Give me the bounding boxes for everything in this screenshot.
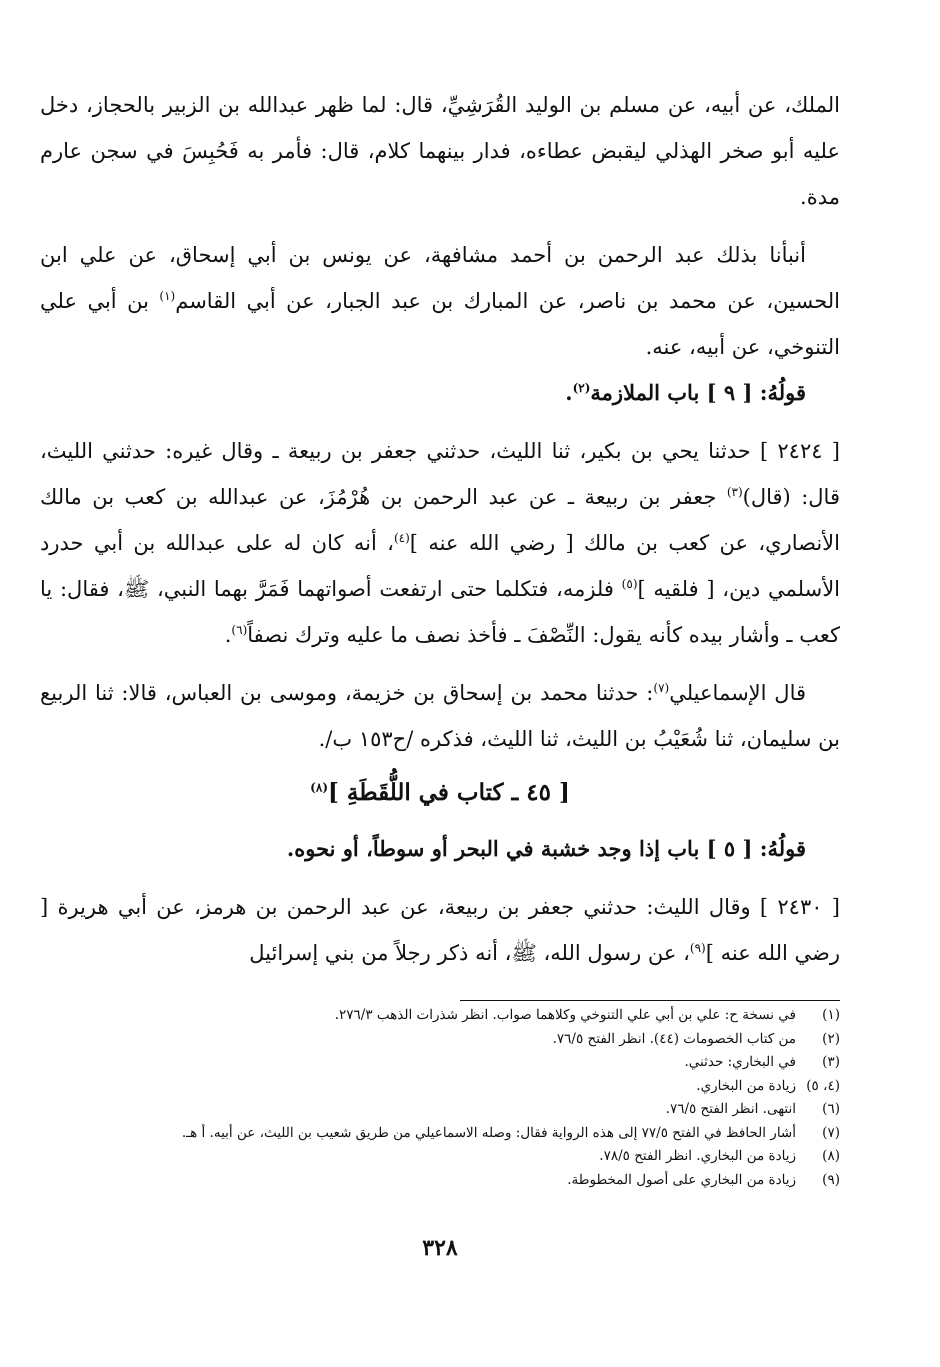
footnote-8 [40, 1145, 840, 1169]
footnote-ref[interactable]: (٥) [621, 577, 638, 591]
section-heading-9 [40, 370, 840, 416]
footnotes [40, 1004, 840, 1192]
paragraph-text: فلزمه، فتكلما حتى ارتفعت أصواتهما فَمَرَّ بهما النبي، ﷺ، فقال: يا كعب ـ وأشار بيده كأنه يقول: النِّصْفَ ـ فأخذ نصف ما عليه وترك نصفاً [40, 577, 840, 647]
footnote-ref[interactable]: (٨) [310, 780, 328, 795]
heading-text: . [565, 380, 573, 405]
footnote-4-5 [40, 1075, 840, 1099]
heading-text: قولُهُ: [ ٩ ] باب الملازمة [590, 380, 806, 405]
footnote-ref[interactable]: (٦) [231, 623, 248, 637]
footnote-text: في نسخة ح: علي بن أبي علي التنوخي وكلاهما صواب. انظر شذرات الذهب ٢٧٦/٣. [334, 1007, 796, 1023]
footnote-number: (٧) [822, 1124, 840, 1141]
paragraph-text: أنبأنا بذلك عبد الرحمن بن أحمد مشافهة، عن يونس بن أبي إسحاق، عن علي ابن الحسين، عن محمد بن ناصر، عن المبارك بن عبد الجبار، عن أبي القاسم [40, 243, 840, 313]
paragraph-text: : حدثنا محمد بن إسحاق بن خزيمة، وموسى بن العباس، قالا: ثنا الربيع بن سليمان، ثنا شُعَيْبُ بن الليث، ثنا الليث، فذكره /ح١٥٣ ب/. [40, 681, 840, 751]
chapter-title [40, 770, 840, 816]
footnote-ref[interactable]: (٢) [572, 381, 591, 395]
footnote-6 [40, 1098, 840, 1122]
footnote-text: انتهى. انظر الفتح ٧٦/٥. [665, 1101, 796, 1117]
footnote-text: زيادة من البخاري. [696, 1077, 796, 1094]
section-heading-5 [40, 826, 840, 872]
footnote-number: (٣) [822, 1054, 840, 1070]
paragraph-text: بن أبي علي التنوخي، عن أبيه، عنه. [40, 289, 840, 359]
footnote-1 [40, 1004, 840, 1028]
paragraph-text: ، عن رسول الله، ﷺ، أنه ذكر رجلاً من بني إسرائيل [249, 941, 690, 965]
footnote-ref[interactable]: (٤) [393, 531, 410, 545]
footnote-text: في البخاري: حدثني. [684, 1054, 796, 1070]
paragraph-ismaili [40, 670, 840, 762]
footnote-divider [460, 1000, 840, 1001]
footnote-2 [40, 1028, 840, 1052]
footnote-9 [40, 1169, 840, 1193]
footnote-number: (٤، ٥) [806, 1077, 840, 1094]
footnote-ref[interactable]: (٣) [726, 485, 743, 499]
main-text [40, 82, 840, 976]
footnote-text: من كتاب الخصومات (٤٤). انظر الفتح ٧٦/٥. [552, 1030, 796, 1047]
paragraph-1 [40, 82, 840, 220]
footnote-number: (١) [822, 1007, 840, 1023]
paragraph-text: [ ٢٤٢٤ ] حدثنا يحي بن بكير، ثنا الليث، حدثني جعفر بن ربيعة ـ وقال غيره: حدثني الليث، قال: (قال) [40, 439, 840, 509]
footnote-text: زيادة من البخاري على أصول المخطوطة. [567, 1171, 796, 1188]
footnote-7 [40, 1122, 840, 1146]
chapter-text: [ ٤٥ ـ كتاب في اللُّقَطَةِ ] [328, 779, 570, 806]
footnote-number: (٨) [822, 1148, 840, 1164]
footnote-number: (٩) [822, 1171, 840, 1188]
footnote-text: أشار الحافظ في الفتح ٧٧/٥ إلى هذه الرواية فقال: وصله الاسماعيلي من طريق شعيب بن الليث، عن أبيه. أ هـ. [181, 1124, 796, 1141]
document-page [40, 0, 840, 1367]
footnote-ref[interactable]: (٩) [689, 941, 706, 955]
paragraph-text: قال الإسماعيلي [669, 681, 807, 705]
paragraph-hadith-2430 [40, 884, 840, 976]
footnote-text: زيادة من البخاري. انظر الفتح ٧٨/٥. [599, 1148, 796, 1164]
paragraph-2 [40, 232, 840, 370]
page-number: ٣٢٨ [422, 1235, 458, 1261]
paragraph-text: [ ٢٤٣٠ ] وقال الليث: حدثني جعفر بن ربيعة، عن عبد الرحمن بن هرمز، عن أبي هريرة [ رضي الله عنه ] [40, 895, 840, 965]
paragraph-hadith-2424 [40, 428, 840, 658]
paragraph-text: الملك، عن أبيه، عن مسلم بن الوليد القُرَشِيِّ، قال: لما ظهر عبدالله بن الزبير بالحجاز، دخل عليه أبو صخر الهذلي ليقبض عطاءه، فدار بينهما كلام، قال: فأمر به فَحُبِسَ في سجن عارم مدة. [40, 93, 840, 209]
footnote-number: (٦) [822, 1101, 840, 1117]
footnote-ref[interactable]: (٧) [653, 681, 670, 695]
footnote-3 [40, 1051, 840, 1075]
footnote-number: (٢) [822, 1030, 840, 1047]
paragraph-text: جعفر بن ربيعة ـ عن عبد الرحمن بن هُرْمُزَ، عن عبدالله بن كعب بن مالك الأنصاري، عن كعب بن مالك [ رضي الله عنه ] [40, 485, 840, 555]
footnote-ref[interactable]: (١) [159, 289, 176, 303]
paragraph-text: . [224, 623, 232, 647]
paragraph-text: ، أنه كان له على عبدالله بن أبي حدرد الأسلمي دين، [ فلقيه ] [40, 531, 841, 601]
heading-text: قولُهُ: [ ٥ ] باب إذا وجد خشبة في البحر أو سوطاً، أو نحوه. [286, 836, 806, 861]
